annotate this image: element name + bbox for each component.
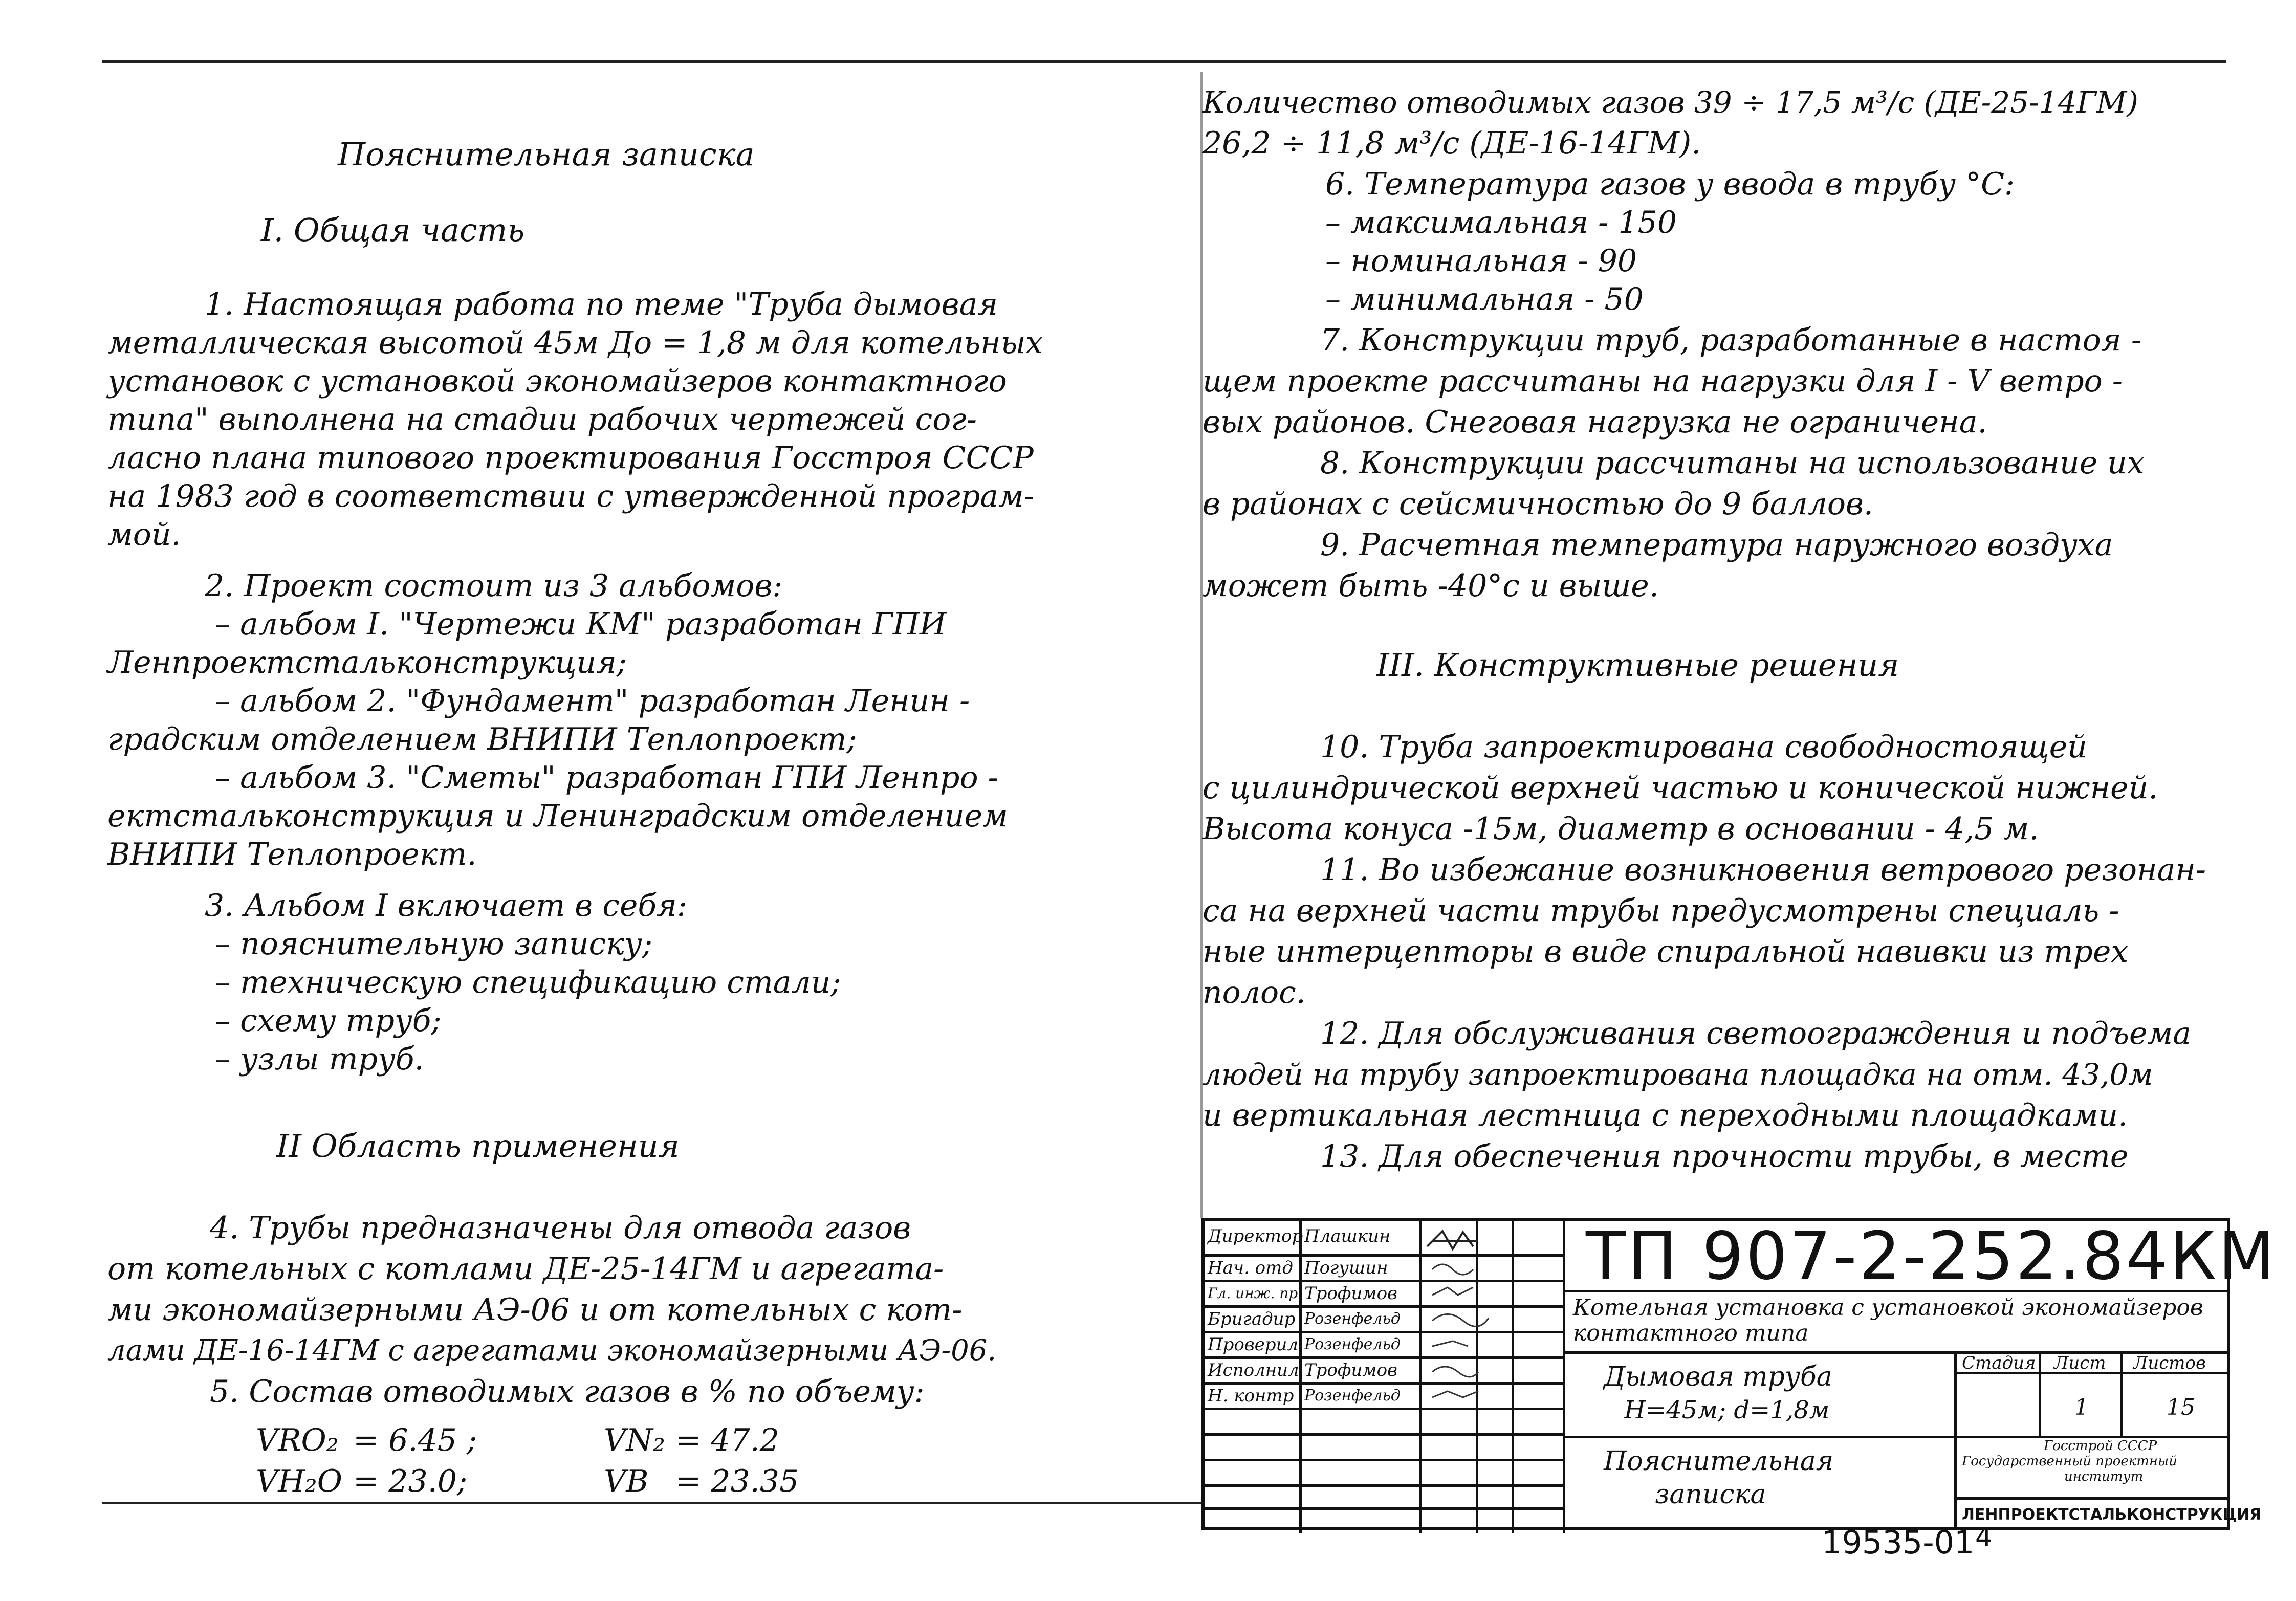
paragraph-4-line: от котельных с котлами ДЕ-25-14ГМ и агрегата- [107,1251,944,1287]
gas-value: = 47.2 [675,1422,779,1458]
signature-scribble [1432,1314,1489,1327]
section-application: II Область применения [276,1127,680,1165]
role-label: Исполнил [1208,1360,1299,1380]
grid-line [2039,1351,2041,1436]
grid-line [1205,1382,1563,1385]
object-dimensions: Н=45м; d=1,8м [1624,1396,1830,1424]
text-line: щем проекте рассчитаны на нагрузки для I - V ветро - [1202,363,2123,399]
text-line: с цилиндрической верхней частью и конической нижней. [1202,770,2158,806]
text-line: ные интерцепторы в виде спиральной навивки из трех [1202,934,2129,970]
page-number: 4 [1975,1522,1993,1553]
paragraph-1-line: установок с установкой экономайзеров контактного [107,363,1007,399]
object-name: Дымовая труба [1604,1362,1832,1392]
section-design: III. Конструктивные решения [1376,646,1899,684]
signature-scribble [1427,1231,1478,1249]
grid-line [1205,1484,1563,1487]
gas-label: VB [604,1463,649,1499]
text-line: – номинальная - 90 [1325,243,1637,279]
grid-line [1205,1507,1563,1510]
gas-label: VH₂O [256,1463,342,1499]
document-code: ТП 907-2-252.84КМ [1586,1218,2277,1295]
grid-line [1205,1280,1563,1282]
role-label: Нач. отд [1208,1258,1293,1278]
inventory-number: 19535-01 [1822,1524,1975,1561]
grid-line [1205,1433,1563,1436]
text-line: 7. Конструкции труб, разработанные в настоя - [1320,322,2141,358]
person-name: Погушин [1304,1258,1388,1278]
signature-scribble [1432,1367,1478,1377]
text-line: 11. Во избежание возникновения ветрового резонан- [1320,852,2206,888]
paragraph-1-line: ласно плана типового проектирования Госстроя СССР [107,440,1034,476]
paragraph-3-line: – узлы труб. [215,1041,424,1077]
text-line: 10. Труба запроектирована свободностоящей [1320,729,2087,765]
paragraph-4-line: ми экономайзерными АЭ-06 и от котельных с кот- [107,1292,963,1328]
paragraph-4-line: лами ДЕ-16-14ГМ с агрегатами экономайзерными АЭ-06. [107,1334,997,1367]
person-name: Розенфельд [1304,1387,1401,1405]
sheets-header: Листов [2133,1353,2206,1373]
paragraph-1-line: мой. [107,517,181,553]
center-divider [1200,72,1203,1218]
page-title: Пояснительная записка [338,136,755,173]
grid-line [1563,1351,2230,1354]
signature-scribble [1432,1287,1473,1295]
title-block [1201,1218,2277,1530]
project-title: Котельная установка с установкой экономайзеров контактного типа [1573,1295,2203,1346]
role-label: Бригадир [1208,1309,1296,1329]
text-line: 12. Для обслуживания светоограждения и подъема [1320,1016,2192,1051]
gas-label: VN₂ [604,1422,665,1458]
top-border [102,60,2226,63]
text-line: полос. [1202,975,1306,1011]
paragraph-2-line: ВНИПИ Теплопроект. [107,837,477,872]
grid-line [1954,1351,1957,1530]
organization-name: ЛЕНПРОЕКТСТАЛЬКОНСТРУКЦИЯ [1962,1506,2262,1524]
text-line: 9. Расчетная температура наружного воздуха [1320,527,2113,563]
role-label: Н. контр [1208,1386,1294,1406]
document-type-2: записка [1655,1479,1766,1510]
text-line: 26,2 ÷ 11,8 м³/с (ДЕ-16-14ГМ). [1202,125,1701,161]
paragraph-2-line: Ленпроектстальконструкция; [107,645,627,681]
text-line: – максимальная - 150 [1325,205,1677,240]
role-label: Гл. инж. пр [1208,1285,1298,1302]
person-name: Плашкин [1304,1226,1391,1246]
text-line: 8. Конструкции рассчитаны на использование их [1320,445,2145,481]
text-line: 13. Для обеспечения прочности трубы, в месте [1320,1138,2129,1174]
grid-line [1205,1305,1563,1308]
gas-value: = 23.35 [675,1463,799,1499]
paragraph-3-line: – пояснительную записку; [215,926,653,962]
grid-line [2120,1351,2123,1436]
paragraph-1-line: типа" выполнена на стадии рабочих чертежей сог- [107,402,977,437]
grid-line [1205,1459,1563,1461]
paragraph-3-line: 3. Альбом I включает в себя: [205,888,687,924]
signature-scribble [1432,1341,1468,1346]
paragraph-3-line: – схему труб; [215,1003,442,1039]
text-line: – минимальная - 50 [1325,281,1644,317]
paragraph-2-line: 2. Проект состоит из 3 альбомов: [205,568,783,604]
paragraph-2-line: градским отделением ВНИПИ Теплопроект; [107,721,857,757]
signature-marks [1422,1226,1509,1410]
paragraph-2-line: – альбом 2. "Фундамент" разработан Ленин - [215,683,970,719]
sheets-count: 15 [2167,1394,2195,1420]
stage-header: Стадия [1962,1353,2036,1373]
text-line: са на верхней части трубы предусмотрены специаль - [1202,893,2119,929]
text-line: людей на трубу запроектирована площадка на отм. 43,0м [1202,1057,2153,1092]
grid-line [1205,1254,1563,1257]
role-label: Директор [1208,1226,1303,1246]
text-line: 6. Температура газов у ввода в трубу °С: [1325,166,2015,202]
grid-line [1563,1221,1565,1533]
sheet-header: Лист [2054,1353,2106,1373]
sheet-number: 1 [2074,1394,2089,1420]
grid-line [1205,1408,1563,1410]
person-name: Трофимов [1304,1283,1397,1304]
text-line: может быть -40°с и выше. [1202,568,1659,604]
text-line: вых районов. Снеговая нагрузка не ограничена. [1202,404,1987,440]
section-general: I. Общая часть [261,211,525,249]
paragraph-1-line: металлическая высотой 45м До = 1,8 м для котельных [107,325,1043,361]
paragraph-3-line: – техническую спецификацию стали; [215,964,841,1000]
gas-value: = 6.45 ; [353,1422,477,1458]
paragraph-1-line: на 1983 год в соответствии с утвержденной програм- [107,478,1035,514]
paragraph-2-line: – альбом 3. "Сметы" разработан ГПИ Ленпро - [215,760,998,796]
signature-scribble [1432,1264,1473,1275]
paragraph-2-line: ектстальконструкция и Ленинградским отделением [107,798,1008,834]
grid-line [1957,1497,2230,1500]
paragraph-4-line: 4. Трубы предназначены для отвода газов [210,1210,911,1246]
text-line: и вертикальная лестница с переходными площадками. [1202,1098,2128,1133]
document-type: Пояснительная [1604,1446,1834,1477]
gas-label: VRO₂ [256,1422,339,1458]
person-name: Розенфельд [1304,1310,1401,1328]
text-line: Количество отводимых газов 39 ÷ 17,5 м³/с (ДЕ-25-14ГМ) [1202,85,2138,120]
person-name: Розенфельд [1304,1335,1401,1353]
grid-line [1205,1356,1563,1359]
bottom-border [102,1502,1202,1504]
paragraph-1-line: 1. Настоящая работа по теме "Труба дымовая [205,287,998,322]
gas-value: = 23.0; [353,1463,468,1499]
text-line: в районах с сейсмичностью до 9 баллов. [1202,486,1873,522]
grid-line [1205,1331,1563,1333]
org-type: Государственный проектный [1962,1454,2177,1469]
text-line: Высота конуса -15м, диаметр в основании - 4,5 м. [1202,811,2039,847]
paragraph-5: 5. Состав отводимых газов в % по объему: [210,1374,925,1410]
signature-scribble [1432,1391,1478,1397]
person-name: Трофимов [1304,1360,1397,1380]
role-label: Проверил [1208,1334,1299,1355]
paragraph-2-line: – альбом I. "Чертежи КМ" разработан ГПИ [215,606,947,642]
org-type-2: институт [2064,1469,2144,1484]
org-ministry: Госстрой СССР [2044,1438,2157,1454]
